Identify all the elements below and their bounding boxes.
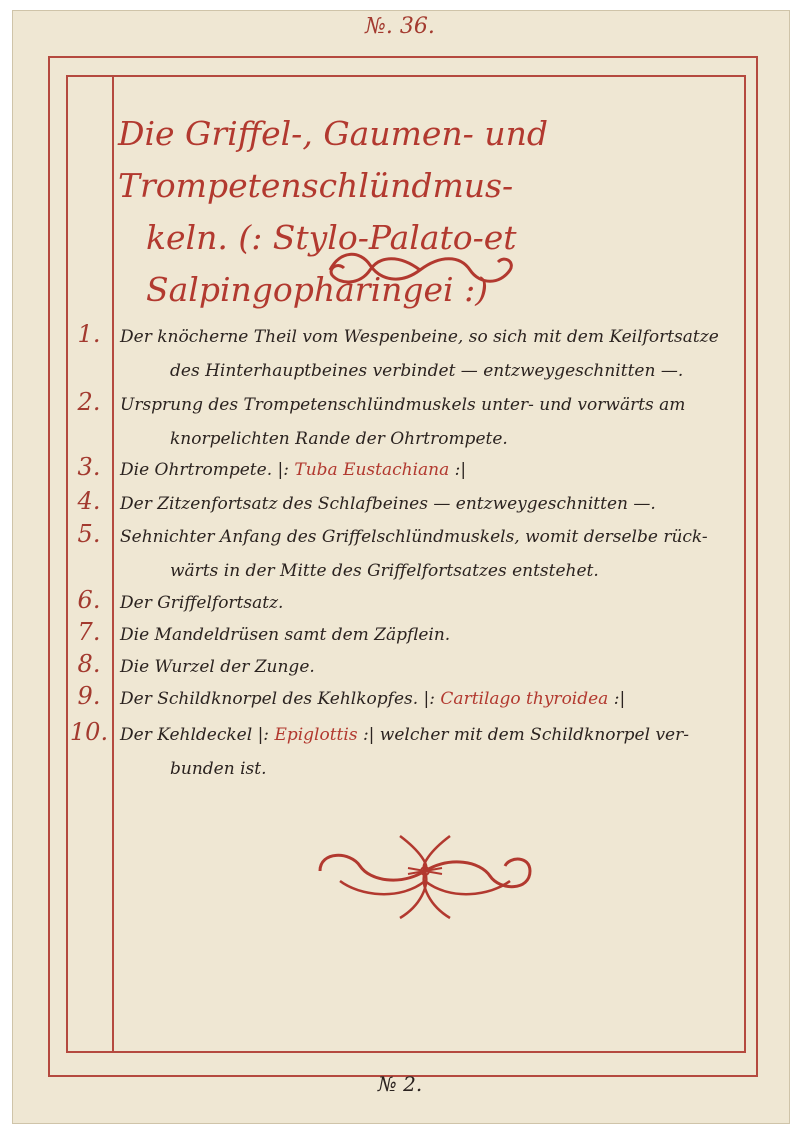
item-text-line-2: knorpelichten Rande der Ohrtrompete. [170, 429, 508, 449]
item-text [120, 388, 740, 456]
item-text [120, 650, 740, 684]
item-text-pre: Die Ohrtrompete. |: [120, 460, 295, 480]
item-number: 5. [77, 520, 101, 548]
latin-term: Cartilago thyroidea [440, 689, 609, 709]
item-text [120, 586, 740, 620]
item-text-line-1: Die Wurzel der Zunge. [120, 657, 315, 677]
item-text [120, 453, 740, 487]
title-line-2: keln. (: Stylo-Palato-et Salpingopharingei :) [146, 218, 517, 309]
item-text-line-1: Ursprung des Trompetenschlündmuskels unter- und vorwärts am [120, 395, 686, 415]
item-text [120, 520, 740, 588]
footer-reference: № 2. [377, 1072, 423, 1096]
item-text [120, 682, 740, 716]
item-text-post: :| [449, 460, 467, 480]
item-text-line-1: Der Griffelfortsatz. [120, 593, 284, 613]
item-text [120, 487, 740, 521]
item-number: 6. [77, 586, 101, 614]
page-reference: №. 36. [365, 14, 435, 39]
item-number: 7. [77, 618, 101, 646]
number-column-rule [112, 75, 114, 1053]
item-number: 8. [77, 650, 101, 678]
item-text-line-1: Der Zitzenfortsatz des Schlafbeines — entzweygeschnitten —. [120, 494, 656, 514]
item-number: 2. [77, 388, 101, 416]
item-number: 4. [77, 487, 101, 515]
item-text [120, 618, 740, 652]
item-text-line-2: bunden ist. [170, 759, 267, 779]
item-text-pre: Der Schildknorpel des Kehlkopfes. |: [120, 689, 441, 709]
item-text-line-1: Sehnichter Anfang des Griffelschlündmuskels, womit derselbe rück- [120, 527, 708, 547]
item-text [120, 718, 740, 786]
top-flourish-ornament [320, 240, 520, 300]
item-text-line-1: Die Mandeldrüsen samt dem Zäpflein. [120, 625, 451, 645]
bottom-flourish-ornament [310, 826, 540, 926]
item-number: 1. [77, 320, 101, 348]
item-text-pre: Der Kehldeckel |: [120, 725, 275, 745]
item-text-post: :| welcher mit dem Schildknorpel ver- [357, 725, 689, 745]
item-text-line-1: Der knöcherne Theil vom Wespenbeine, so sich mit dem Keilfortsatze [120, 327, 719, 347]
item-number: 10. [69, 718, 109, 746]
item-number: 3. [77, 453, 101, 481]
item-text-line-2: wärts in der Mitte des Griffelfortsatzes entstehet. [170, 561, 599, 581]
item-text-line-2: des Hinterhauptbeines verbindet — entzweygeschnitten —. [170, 361, 684, 381]
item-text-post: :| [608, 689, 626, 709]
title-line-1: Die Griffel-, Gaumen- und Trompetenschlündmus- [118, 114, 548, 205]
latin-term: Tuba Eustachiana [294, 460, 450, 480]
latin-term: Epiglottis [274, 725, 358, 745]
item-number: 9. [77, 682, 101, 710]
item-text [120, 320, 740, 388]
